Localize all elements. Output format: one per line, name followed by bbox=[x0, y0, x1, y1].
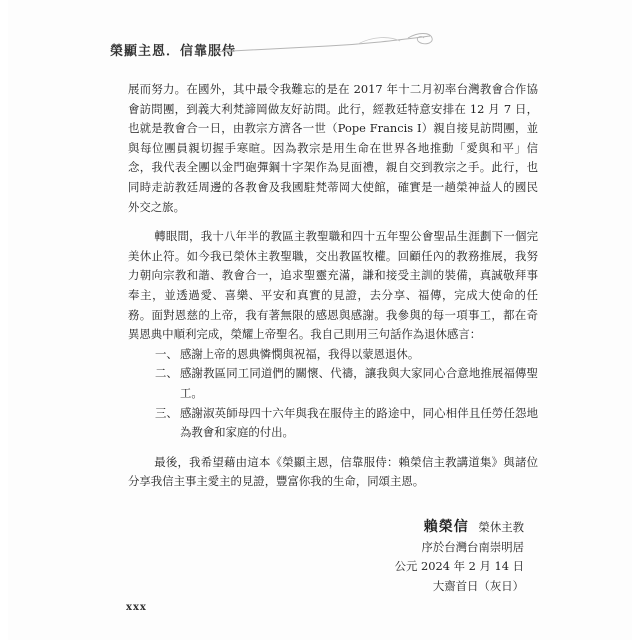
list-number: 二、 bbox=[155, 366, 178, 381]
author-name: 賴榮信 bbox=[423, 519, 469, 535]
main-text bbox=[128, 80, 538, 492]
author-title: 榮休主教 bbox=[478, 520, 524, 534]
list-text: 感謝上帝的恩典憐憫與祝福，我得以蒙恩退休。 bbox=[180, 346, 420, 361]
signature-day: 大齋首日（灰日） bbox=[432, 578, 524, 593]
running-header: 榮顯主恩．信靠服侍 bbox=[110, 44, 237, 59]
flourish-ornament-icon bbox=[208, 30, 438, 60]
paragraph-2: 轉眼間，我十八年半的教區主教聖職和四十五年聖公會聖品生涯劃下一個完美休止符。如今我已榮休主教聖職，交出教區牧權。回顧任內的教務推展，我努力朝向宗教和諧、教會合一，追求聖靈充滿，謙和接受主訓的裝備，真誠敬拜事奉主，並透過愛、喜樂、平安和真實的見證，去分享、福傳，完成大使命的任務。面對恩慈的上帝，我有著無限的感恩與感謝。我參與的每一項事工，都在奇異恩典中順利完成，榮耀上帝聖名。我自己則用三句話作為退休感言： bbox=[128, 229, 538, 342]
paragraph-1: 展而努力。在國外，其中最令我難忘的是在 2017 年十二月初率台灣教會合作協會訪問團，到義大利梵諦岡做友好訪問。此行，經教廷特意安排在 12 月 7 日，也就是教會合一日，由教宗方濟各一世（Pope Francis I）親自接見訪問團，並與每位團員親切握手寒暄。因為教宗是用生命在世界各地推動「愛與和平」信念，我代表全團以金門砲彈鋼十字架作為見面禮，親自交到教宗之手。此行，也同時走訪教廷周邊的各教會及我國駐梵蒂岡大使館，確實是一趟榮神益人的國民外交之旅。 bbox=[128, 82, 538, 214]
list-text: 感謝淑英師母四十六年與我在服侍主的路途中，同心相伴且任勞任怨地為教會和家庭的付出。 bbox=[180, 405, 538, 440]
list-item bbox=[128, 345, 538, 365]
retirement-remarks-list bbox=[128, 345, 538, 443]
list-text: 感謝教區同工同道們的關懷、代禱，讓我與大家同心合意地推展福傳聖工。 bbox=[180, 366, 538, 400]
list-number: 一、 bbox=[155, 346, 178, 361]
signature-date: 公元 2024 年 2 月 14 日 bbox=[394, 559, 524, 574]
signature-place: 序於台灣台南崇明居 bbox=[421, 539, 524, 554]
paragraph-3: 最後，我希望藉由這本《榮顯主恩，信靠服侍：賴榮信主教講道集》與諸位分享我信主事主愛主的見證，豐富你我的生命，同頌主恩。 bbox=[128, 454, 538, 489]
page-number: xxx bbox=[126, 602, 147, 613]
list-item bbox=[128, 404, 538, 443]
signature-block bbox=[395, 518, 524, 596]
book-page bbox=[8, 0, 632, 640]
list-item bbox=[128, 364, 538, 403]
list-number: 三、 bbox=[155, 405, 178, 420]
